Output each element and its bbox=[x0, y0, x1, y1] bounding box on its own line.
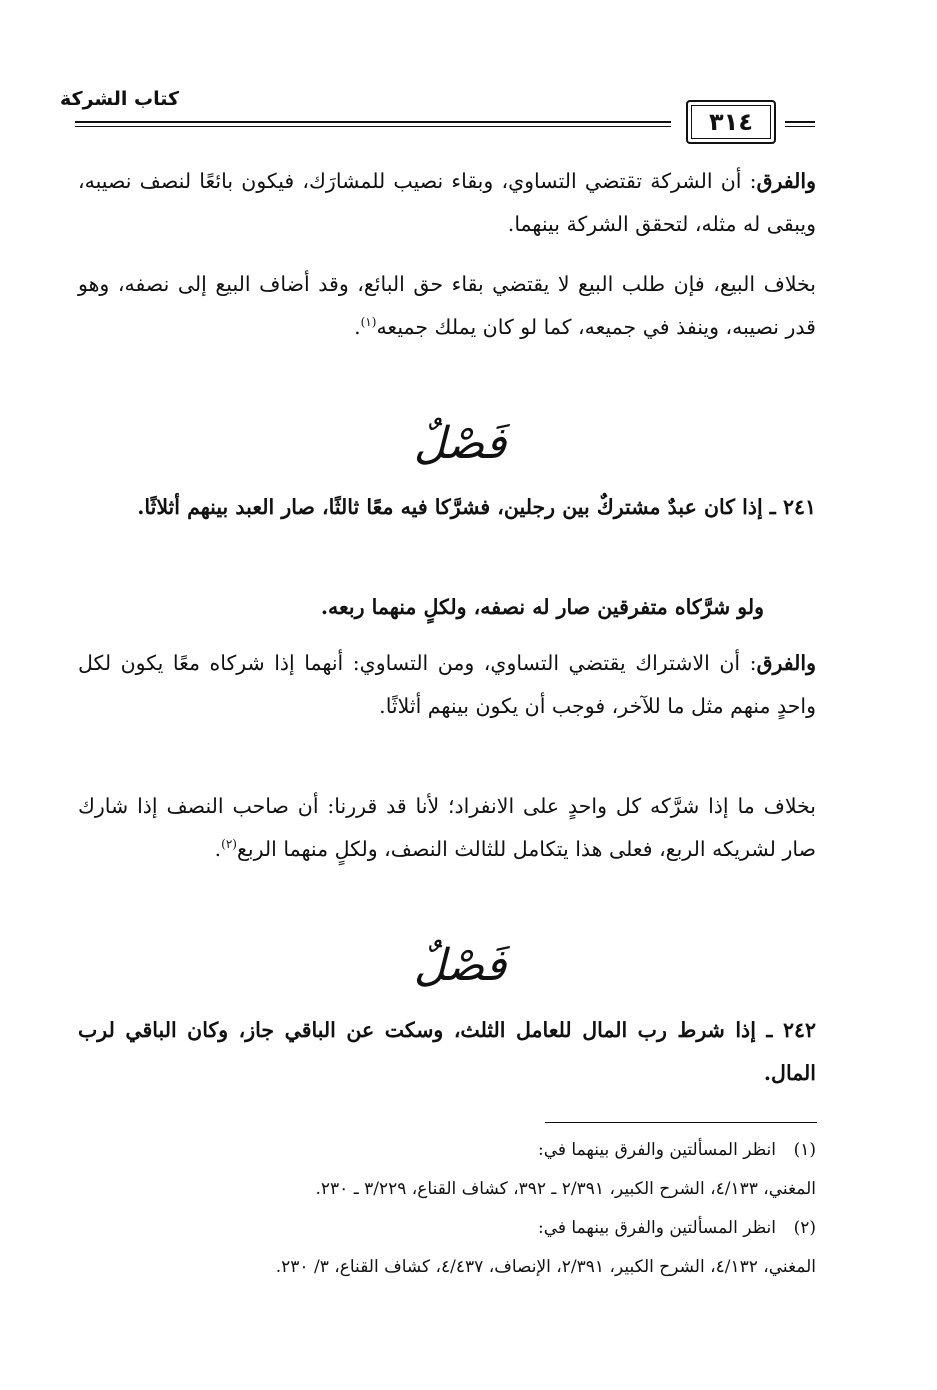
footnote-2-line1: انظر المسألتين والفرق بينهما في: bbox=[538, 1218, 776, 1238]
paragraph-4: بخلاف ما إذا شرَّكه كل واحدٍ على الانفراد؛ لأنا قد قررنا: أن صاحب النصف إذا شارك صار لشريكه الربع، فعلى هذا يتكامل للثالث النصف، ولكلٍ منهما الربع$^{(٢)}$. bbox=[78, 794, 816, 861]
paragraph-4-text: بخلاف ما إذا شرَّكه كل واحدٍ على الانفراد؛ لأنا قد قررنا: أن صاحب النصف إذا شارك صار لشريكه الربع، فعلى هذا يتكامل للثالث النصف، ولكلٍ منهما الربع bbox=[78, 794, 816, 861]
header-rule-right bbox=[785, 121, 815, 123]
section-heading-fasl-2: فَصْلٌ bbox=[413, 940, 507, 991]
footnote-2-sources: المغني، ٤/١٣٢، الشرح الكبير، ٢/٣٩١، الإنصاف، ٤/٤٣٧، كشاف القناع، ٣/ ٢٣٠. bbox=[275, 1257, 816, 1277]
keyword-difference: والفرق bbox=[756, 169, 816, 193]
footnote-1-line1: انظر المسألتين والفرق بينهما في: bbox=[538, 1140, 776, 1160]
section-heading-fasl: فَصْلٌ bbox=[413, 418, 507, 469]
footnote-2 bbox=[78, 1211, 816, 1246]
paragraph-2: بخلاف البيع، فإن طلب البيع لا يقتضي بقاء حق البائع، وقد أضاف البيع إلى نصفه، وهو قدر نصيبه، وينفذ في جميعه، كما لو كان يملك جميعه$^{(١)}$. bbox=[78, 272, 816, 339]
issue-241: ٢٤١ ـ إذا كان عبدٌ مشتركٌ بين رجلين، فشرَّكا فيه معًا ثالثًا، صار العبد بينهم أثلاثًا. bbox=[137, 495, 816, 519]
running-header-title: كتاب الشركة bbox=[60, 88, 180, 110]
paragraph-3 bbox=[78, 642, 816, 728]
issue-241-continuation: ولو شرَّكاه متفرقين صار له نصفه، ولكلٍ منهما ربعه. bbox=[320, 595, 764, 619]
footnote-ref-1: (١) bbox=[360, 315, 377, 330]
paragraph-1-text: : أن الشركة تقتضي التساوي، وبقاء نصيب للمشارَك، فيكون بائعًا لنصف نصيبه، ويبقى له مثله، لتحقق الشركة بينهما. bbox=[78, 169, 816, 236]
page-number: ٣١٤ bbox=[709, 108, 753, 136]
paragraph-3-text: : أن الاشتراك يقتضي التساوي، ومن التساوي: أنهما إذا شركاه معًا يكون لكل واحدٍ منهم مثل ما للآخر، فوجب أن يكون بينهم أثلاثًا. bbox=[78, 651, 816, 718]
footnote-1 bbox=[78, 1133, 816, 1168]
footnote-ref-2: (٢) bbox=[221, 837, 237, 852]
footnote-separator bbox=[545, 1122, 817, 1123]
footnote-1-sources: المغني، ٤/١٣٣، الشرح الكبير، ٢/٣٩١ ـ ٣٩٢، كشاف القناع، ٣/٢٢٩ ـ ٢٣٠. bbox=[315, 1179, 816, 1199]
paragraph-1 bbox=[78, 160, 816, 246]
header-rule bbox=[75, 121, 671, 123]
header-rule-right-thin bbox=[785, 126, 815, 127]
keyword-difference-2: والفرق bbox=[756, 651, 816, 675]
footnote-2-number: (٢) bbox=[793, 1218, 816, 1238]
header-rule-thin bbox=[75, 126, 671, 127]
page-number-box bbox=[686, 100, 776, 144]
issue-242: ٢٤٢ ـ إذا شرط رب المال للعامل الثلث، وسكت عن الباقي جاز، وكان الباقي لرب المال. bbox=[78, 1018, 816, 1085]
footnote-1-number: (١) bbox=[793, 1140, 816, 1160]
paragraph-2-text: بخلاف البيع، فإن طلب البيع لا يقتضي بقاء حق البائع، وقد أضاف البيع إلى نصفه، وهو قدر نصيبه، وينفذ في جميعه، كما لو كان يملك جميعه bbox=[78, 272, 816, 339]
